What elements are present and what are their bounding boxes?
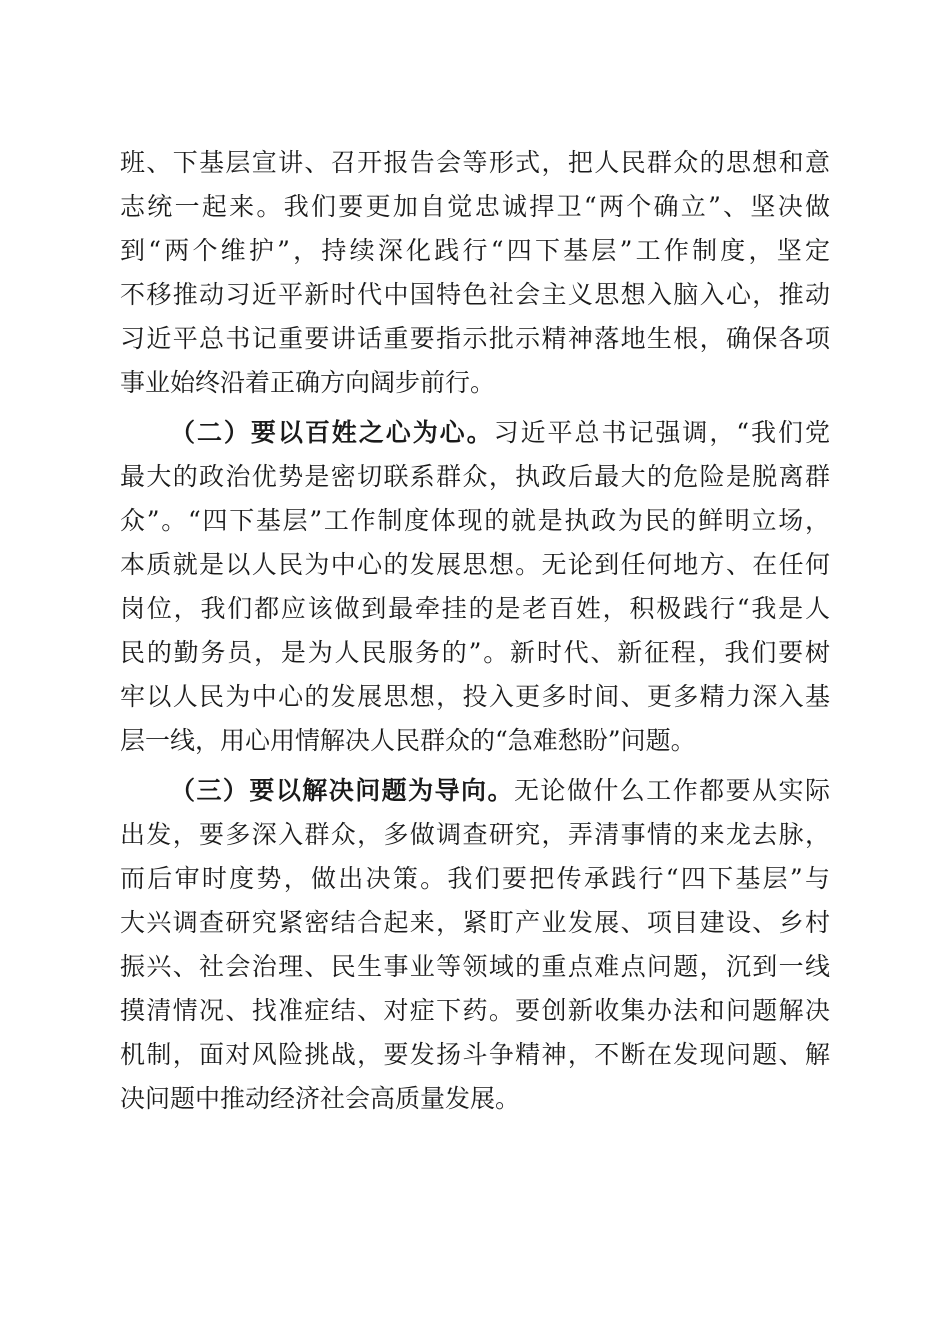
paragraph-2-line-1 bbox=[170, 411, 830, 455]
paragraph-3-line-6: 摸清情况、找准症结、对症下药。要创新收集办法和问题解决 bbox=[120, 996, 830, 1025]
paragraph-2-line-6: 民的勤务员，是为人民服务的”。新时代、新征程，我们要树 bbox=[120, 638, 830, 667]
paragraph-3-line-2: 出发，要多深入群众，多做调查研究，弄清事情的来龙去脉， bbox=[120, 820, 830, 849]
section-2-first-line-text: 习近平总书记强调，“我们党 bbox=[493, 418, 830, 447]
section-2-heading: （二）要以百姓之心为心。 bbox=[170, 418, 494, 447]
paragraph-3-line-4: 大兴调查研究紧密结合起来，紧盯产业发展、项目建设、乡村 bbox=[120, 908, 830, 937]
paragraph-3-line-1 bbox=[170, 769, 830, 813]
paragraph-1-line-5: 习近平总书记重要讲话重要指示批示精神落地生根，确保各项 bbox=[120, 324, 830, 353]
section-3-heading: （三）要以解决问题为导向。 bbox=[170, 776, 514, 805]
paragraph-2-line-3: 众”。“四下基层”工作制度体现的就是执政为民的鲜明立场， bbox=[120, 506, 830, 535]
paragraph-3-line-8: 决问题中推动经济社会高质量发展。 bbox=[120, 1084, 521, 1113]
section-3-first-line-text: 无论做什么工作都要从实际 bbox=[513, 776, 830, 805]
paragraph-2-line-2: 最大的政治优势是密切联系群众，执政后最大的危险是脱离群 bbox=[120, 462, 830, 491]
paragraph-1-line-4: 不移推动习近平新时代中国特色社会主义思想入脑入心，推动 bbox=[120, 280, 830, 309]
paragraph-1-line-1: 班、下基层宣讲、召开报告会等形式，把人民群众的思想和意 bbox=[120, 148, 830, 177]
paragraph-1-line-2: 志统一起来。我们要更加自觉忠诚捍卫“两个确立”、坚决做 bbox=[120, 192, 830, 221]
paragraph-2-line-4: 本质就是以人民为中心的发展思想。无论到任何地方、在任何 bbox=[120, 550, 830, 579]
paragraph-1-line-3: 到“两个维护”，持续深化践行“四下基层”工作制度，坚定 bbox=[120, 236, 830, 265]
paragraph-1-line-6: 事业始终沿着正确方向阔步前行。 bbox=[120, 368, 496, 397]
paragraph-3-line-7: 机制，面对风险挑战，要发扬斗争精神，不断在发现问题、解 bbox=[120, 1040, 830, 1069]
paragraph-3-line-3: 而后审时度势，做出决策。我们要把传承践行“四下基层”与 bbox=[120, 864, 830, 893]
paragraph-2-line-7: 牢以人民为中心的发展思想，投入更多时间、更多精力深入基 bbox=[120, 682, 830, 711]
paragraph-3-line-5: 振兴、社会治理、民生事业等领域的重点难点问题，沉到一线 bbox=[120, 952, 830, 981]
paragraph-2-line-5: 岗位，我们都应该做到最牵挂的是老百姓，积极践行“我是人 bbox=[120, 594, 830, 623]
paragraph-2-line-8: 层一线，用心用情解决人民群众的“急难愁盼”问题。 bbox=[120, 726, 696, 755]
